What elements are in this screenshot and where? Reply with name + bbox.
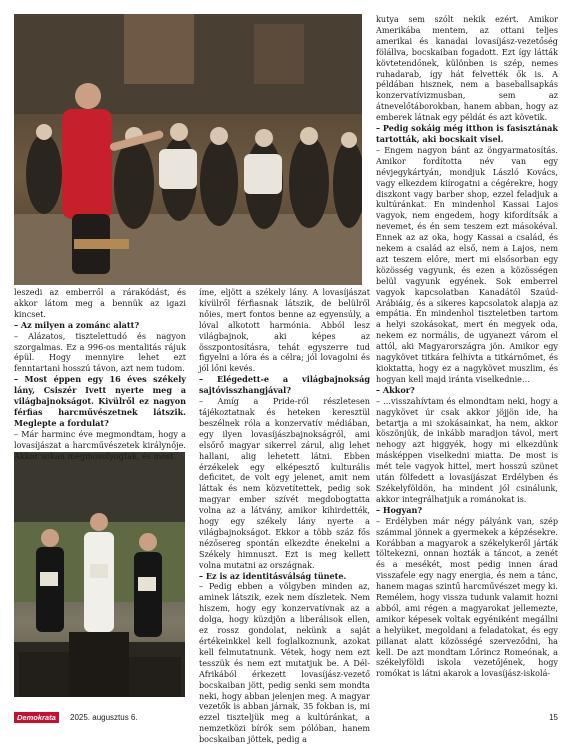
page-footer	[14, 712, 558, 726]
interview-paragraph: – Pedig ebben a völgyben minden az, aminek látszik, ezek nem díszletek. Nem hiszem, hogy egy konzervatívnak az a dolga, hogy küzdjön a liberálisok ellen, ez rossz gondolat, nekünk a saját értékeinkkel kell foglalkoznunk, azokat kell felmutatnunk. Vétek, hogy nem ezt tesszük és nem ezt mutatjuk be. A Dél-Afrikából érkezett lovasíjász-vezető bocskaiban jött, pedig senki sem mondta neki, hogy abban jelenjen meg. A magyar vezetők is abban járnak, 35 fokban is, mi ezzel tiszteljük meg a kultúránkat, a nemzetközi bírók sem pólóban, hanem bocskaiban jöttek, pedig a	[199, 581, 370, 745]
interview-paragraph: kutya sem szólt nekik ezért. Amikor Amerikába mentem, az ottani teljes amerikai és kanadai lovasíjász-vezetőség fölállva, bocskaiban fogadott. Ezt így látták kövtetendőnek, különben is szép, nemes ruhadarab, így hát felvették ők is. A példában hisznek, nem a baseballsapkás konzervatívizmusban, sem az átnevelőtáborokban, hanem abban, hogy az emberek látnak egy példát és azt követik.	[376, 14, 558, 123]
interview-paragraph: – Már harminc éve megmondtam, hogy a lovasíjászat a harcművészetek királynője. Akkor sokan megmosolyogtak, és most	[14, 428, 186, 461]
photo-podium-illustration	[14, 452, 185, 697]
issue-date: 2025. augusztus 6.	[70, 713, 138, 722]
interview-paragraph: leszedi az emberről a rárakódást, és akkor látom meg a bennük az igazi kincset.	[14, 287, 186, 319]
interview-question: – Pedig sokáig még itthon is fasisztának tartották, aki bocskait visel.	[376, 123, 558, 144]
photo-podium-winners	[14, 452, 185, 697]
photo-audience-illustration	[14, 14, 362, 285]
interview-paragraph: – Amíg a Pride-ról részletesen tájékoztatnak és heteken keresztül beszélnek róla a konzervatív médiában, egy ilyen lovasíjászbajnokságról, ami elsőrő magyar sikerrel zárul, alig lehet hallani, alig lehetett látni. Ebben érzékelek egy elképesztő kulturális deficitet, de volt egy jelenet, amit nem láttak és nem közvetítettek, pedig sok magyar ember szívét megdobogtatta volna az a látvány, amikor kihirdették, hogy egy székely lány nyerte a világbajnokságot. Ekkor a több száz fős nézősereg spontán elkezdte énekelni a Székely himnuszt. Ezt is meg kellett volna mutatni az országnak.	[199, 396, 370, 570]
interview-paragraph: – Engem nagyon bánt az öngyarmatosítás. Amikor fordította név van egy névjegykártyán, mondjuk László Kovács, vagy elkezdem kiírogatni a cégérekre, hogy diszkont vagy barber shop, ezzel feladjuk a kultúránkat. En mindenhol Kassai Lajos vagyok, nem engedem, hogy kifordítsák a nevemet, és én sem teszem ezt másokéval. Ennek az az oka, hogy Kassai a család, és nekem a család az első, nem a Lajos, nem azt teszem előre, mert mi elsősorban egy közösség vagyunk, és ezen a közösségen belül vagyunk egyének. Sok emberrel vagyok kapcsolatban Kanadától Szaúd-Arábiáig, és a sikeres kapcsolatok alapja az empátia. Én mindenhol tiszteletben tartom a helyi szokásokat, mert én megyek oda, nekem ez normális, de ugyanezt várom el attól, aki Magyarországra jön. Amikor egy nagykövet titkára felhívta a titkárnőmet, és kioktatta, hogy ez a nagykövet muszlim, és hogyan kell majd iránta viselkednie…	[376, 144, 558, 384]
interview-paragraph: íme, eljött a székely lány. A lovasíjászat kívülről férfiasnak látszik, de belülről nőies, mert fontos benne az egyensúly, a lóval alkotott harmónia. Abból lesz világbajnok, aki képes az összpontosításra, tehát egyszerre tud figyelni a lóra és a célra; jól lovagolni és jól lőni kevés.	[199, 287, 370, 374]
interview-question: – Az milyen a zománc alatt?	[14, 319, 140, 330]
article-column-1	[14, 287, 186, 462]
photo-audience-lecture	[14, 14, 362, 285]
interview-question: – Most éppen egy 16 éves székely lány, Csiszér Ivett nyerte meg a világbajnokságot. Kivülről ez nagyon férfias harcművészetnek látszik. Meglepte a fordulat?	[14, 374, 186, 428]
interview-question: – Akkor?	[376, 384, 415, 395]
interview-question: – Elégedett-e a világbajnokság sajtóvisszhangjával?	[199, 374, 370, 396]
interview-question: – Ez is az identitásválság tünete.	[199, 570, 347, 581]
publication-logo: Demokrata	[14, 712, 59, 723]
article-column-2	[199, 287, 370, 745]
interview-paragraph: – …visszahívtam és elmondtam neki, hogy a nagykövet úr csak akkor jöjjön ide, ha betartja a mi szokásainkat, ha nem, akkor köszönjük, de inkább maradjon távol, mert nehogy azt higgyék, hogy mi elkezdünk másképpen viselkedni miatta. De most is mét tele vagyok hittel, mert hosszú szünet után fölfedett a lovasíjászat Erdélyben és Székelyföldön, ha mindent jól csinálunk, akkor integrálhatjuk a románokat is.	[376, 395, 558, 504]
page-number: 15	[549, 713, 558, 722]
article-column-3	[376, 14, 558, 679]
interview-paragraph: – Alázatos, tisztelettudó és nagyon szorgalmas. Ez a 996-os mentalitás rájuk épül. Hogy mennyire lehet ezt fenntartani hosszú távon, azt nem tudom.	[14, 330, 186, 374]
interview-question: – Hogyan?	[376, 504, 423, 515]
interview-paragraph: – Erdélyben már négy pályánk van, szép számmal jönnek a gyermekek a képzésekre. Korábban a magyarok a székelykeről járták töltekezni, onnan hozták a táncot, a zenét és a mesékét, most pedig innen árad visszafele egy nagy energia, és nem a tánc, hanem magas szintű harcművészet megy ki. Remélem, hogy vissza tudunk valamit hozni abból, ami régen a magyarokat jellemezte, amikor képesek voltak egyéniként megállni a helyüket, megoldani a feladatokat, és egy pillanat alatt közösségé szerveződni, ha kell. De azt mondtam Lőrincz Romeónak, a székelyföldi iskola vezetőjének, hogy romókat is látni akarok a lovasíjász-iskolá-	[376, 515, 558, 679]
